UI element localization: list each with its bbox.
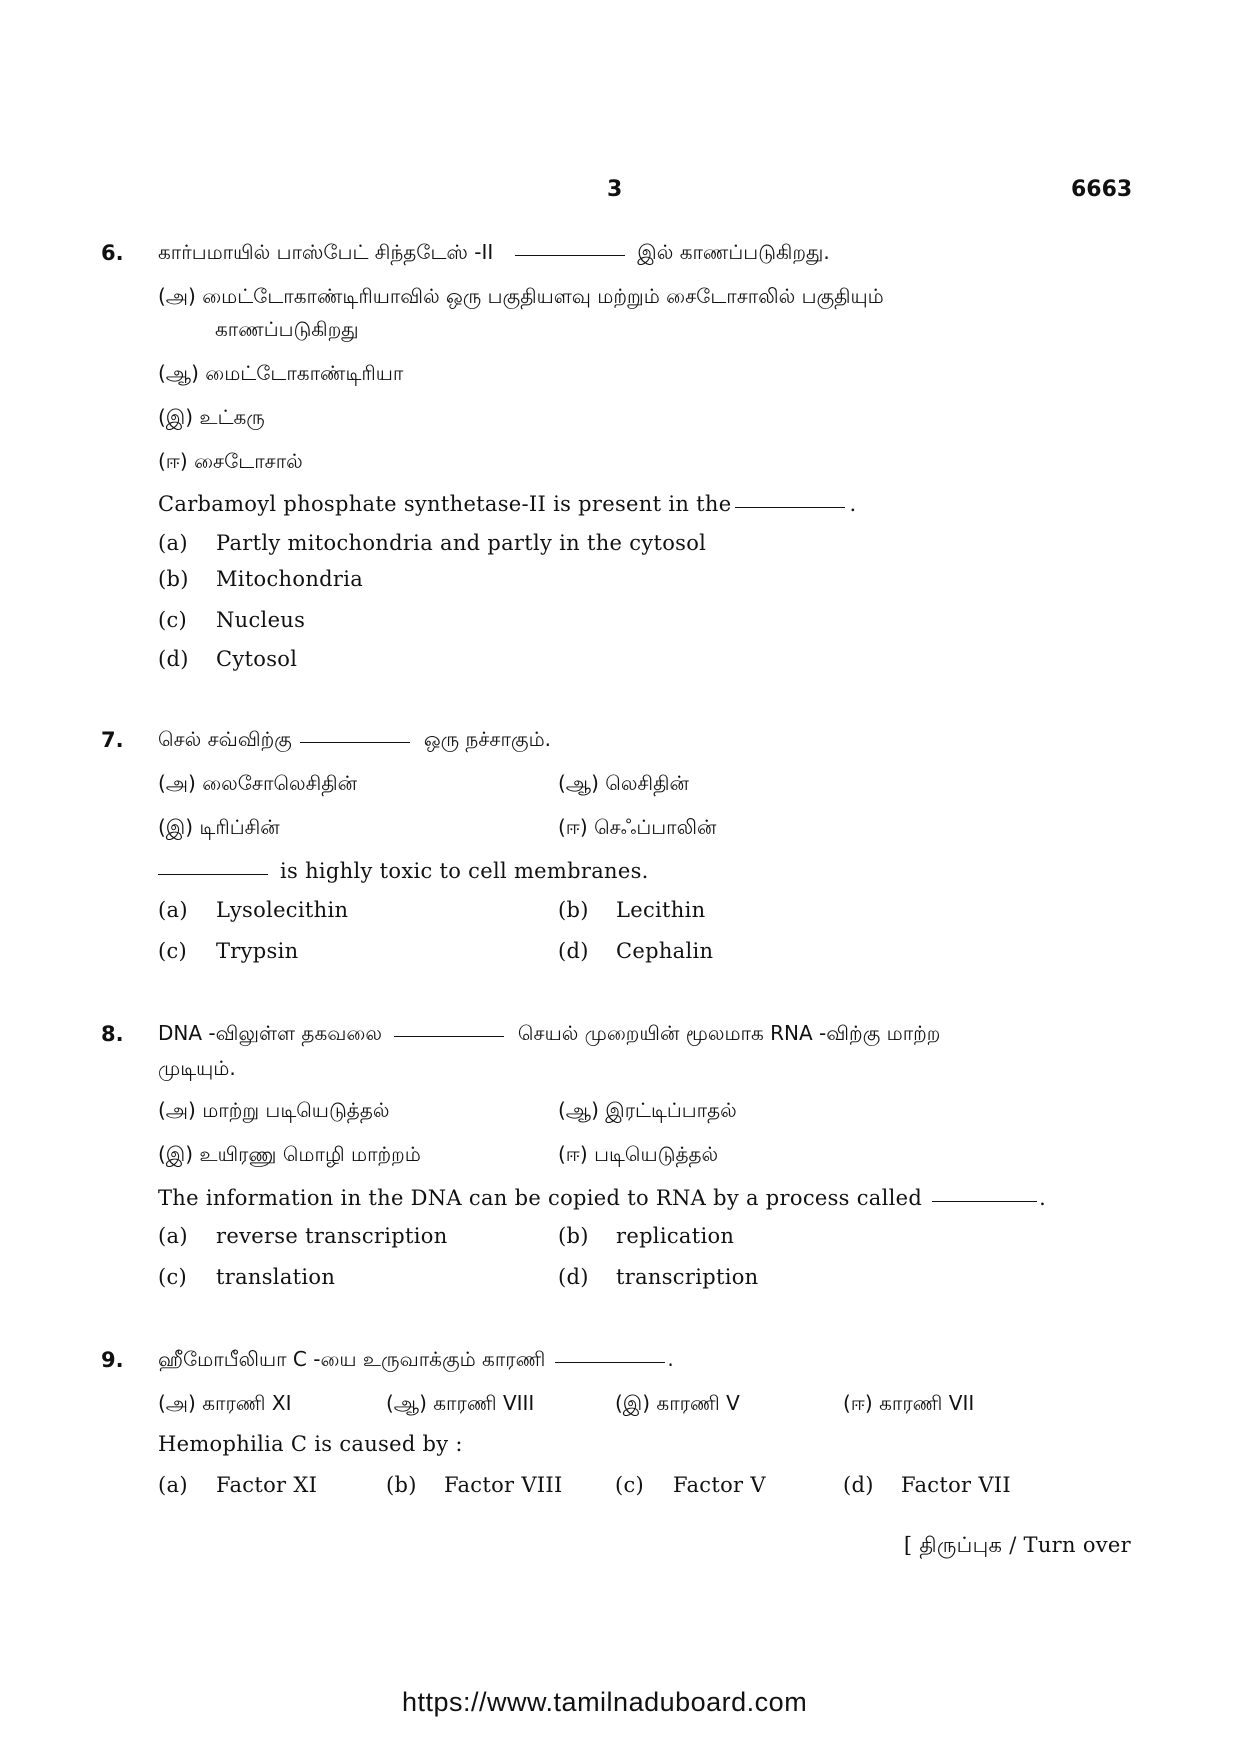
tamil-option-a: (அ) மைட்டோகாண்டிரியாவில் ஒரு பகுதியளவு மற்றும் சைடோசாலில் பகுதியும்: [158, 284, 884, 308]
tamil-question: DNA -விலுள்ள தகவலை செயல் முறையின் மூலமாக RNA -விற்கு மாற்ற: [158, 1021, 941, 1045]
english-question: Carbamoyl phosphate synthetase-II is present in the .: [158, 492, 857, 516]
tamil-option-b: (ஆ) இரட்டிப்பாதல்: [558, 1098, 737, 1122]
english-option-a: (a) Lysolecithin: [158, 898, 349, 922]
english-question: The information in the DNA can be copied to RNA by a process called .: [158, 1186, 1047, 1210]
tamil-option-d: (ஈ) சைடோசால்: [158, 449, 303, 473]
english-option-b: (b) Mitochondria: [158, 567, 364, 591]
english-option-d: (d) Cephalin: [558, 939, 714, 963]
english-option-b: (b) Factor VIII: [386, 1473, 563, 1497]
tamil-option-b: (ஆ) மைட்டோகாண்டிரியா: [158, 361, 404, 385]
page-number: 3: [607, 177, 623, 202]
tamil-option-c: (இ) உட்கரு: [158, 405, 265, 429]
english-option-c: (c) translation: [158, 1265, 336, 1289]
tamil-option-c: (இ) டிரிப்சின்: [158, 815, 280, 839]
question-number: 9.: [101, 1348, 124, 1372]
english-option-d: (d) transcription: [558, 1265, 759, 1289]
tamil-option-b: (ஆ) காரணி VIII: [386, 1391, 535, 1415]
tamil-option-c: (இ) காரணி V: [615, 1391, 740, 1415]
tamil-option-a: (அ) மாற்று படியெடுத்தல்: [158, 1098, 390, 1122]
tamil-option-d: (ஈ) காரணி VII: [843, 1391, 975, 1415]
english-option-d: (d) Cytosol: [158, 647, 298, 671]
english-option-b: (b) replication: [558, 1224, 735, 1248]
question-number: 6.: [101, 241, 124, 265]
english-option-a: (a) reverse transcription: [158, 1224, 448, 1248]
english-option-d: (d) Factor VII: [843, 1473, 1011, 1497]
english-option-a: (a) Factor XI: [158, 1473, 318, 1497]
question-number: 7.: [101, 728, 124, 752]
tamil-option-b: (ஆ) லெசிதின்: [558, 771, 689, 795]
tamil-question: ஹீமோபீலியா C -யை உருவாக்கும் காரணி .: [158, 1347, 674, 1371]
english-option-c: (c) Trypsin: [158, 939, 299, 963]
question-number: 8.: [101, 1022, 124, 1046]
tamil-question-cont: முடியும்.: [158, 1056, 236, 1080]
turn-over-note: [ திருப்புக / Turn over: [903, 1533, 1131, 1557]
english-option-c: (c) Nucleus: [158, 608, 306, 632]
paper-code: 6663: [1071, 177, 1133, 202]
tamil-option-d: (ஈ) படியெடுத்தல்: [558, 1142, 719, 1166]
tamil-option-a: (அ) காரணி XI: [158, 1391, 292, 1415]
english-option-b: (b) Lecithin: [558, 898, 706, 922]
tamil-option-a: (அ) லைசோலெசிதின்: [158, 771, 358, 795]
english-option-c: (c) Factor V: [615, 1473, 766, 1497]
tamil-question: கார்பமாயில் பாஸ்பேட் சிந்தடேஸ் -II இல் காணப்படுகிறது.: [158, 240, 830, 264]
tamil-option-a-cont: காணப்படுகிறது: [215, 317, 359, 341]
tamil-option-c: (இ) உயிரணு மொழி மாற்றம்: [158, 1142, 421, 1166]
english-question: Hemophilia C is caused by :: [158, 1432, 463, 1456]
tamil-option-d: (ஈ) செஃப்பாலின்: [558, 815, 717, 839]
website-url[interactable]: https://www.tamilnaduboard.com: [402, 1687, 808, 1717]
english-question: is highly toxic to cell membranes.: [158, 859, 649, 883]
english-option-a: (a) Partly mitochondria and partly in the cytosol: [158, 531, 707, 555]
tamil-question: செல் சவ்விற்கு ஒரு நச்சாகும்.: [158, 727, 552, 751]
